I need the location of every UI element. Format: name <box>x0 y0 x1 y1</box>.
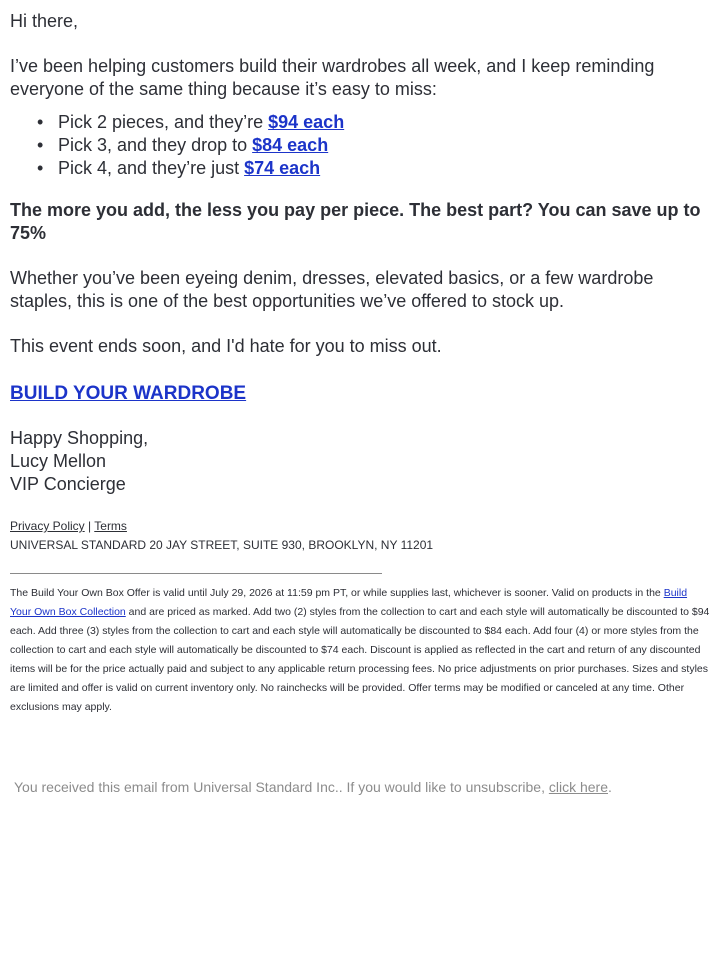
list-item <box>37 157 710 180</box>
legal-text: The Build Your Own Box Offer is valid until July 29, 2026 at 11:59 pm PT, or while supplies last, whichever is sooner. Valid on products in the <box>10 587 664 599</box>
styles-paragraph: Whether you’ve been eyeing denim, dresses, elevated basics, or a few wardrobe staples, this is one of the best opportunities we’ve offered to stock up. <box>10 268 654 311</box>
unsubscribe-text: You received this email from Universal Standard Inc.. If you would like to unsubscribe, <box>14 779 549 795</box>
list-item <box>37 111 710 134</box>
price-link-74[interactable]: $74 each <box>244 158 321 178</box>
build-your-own-box-collection-link[interactable]: Build Your Own Box Collection <box>10 587 688 618</box>
email-body <box>10 0 710 717</box>
highlight-paragraph: The more you add, the less you pay per piece. The best part? You can save up to 75% <box>10 200 701 243</box>
urgency-paragraph: This event ends soon, and I'd hate for you to miss out. <box>10 336 442 356</box>
unsubscribe-period: . <box>608 779 612 795</box>
company-address: UNIVERSAL STANDARD 20 JAY STREET, SUITE 930, BROOKLYN, NY 11201 <box>10 538 434 552</box>
price-link-84[interactable]: $84 each <box>252 135 329 155</box>
privacy-policy-link[interactable]: Privacy Policy <box>10 519 85 533</box>
signature <box>10 427 710 496</box>
unsubscribe-notice <box>14 778 612 796</box>
build-your-wardrobe-link[interactable]: BUILD YOUR WARDROBE <box>10 383 247 404</box>
price-link-94[interactable]: $94 each <box>268 112 345 132</box>
intro-paragraph: I’ve been helping customers build their wardrobes all week, and I keep reminding everyone of the same thing because it’s easy to miss: <box>10 56 655 99</box>
list-item <box>37 134 710 157</box>
footer-separator: | <box>84 519 95 533</box>
footer <box>10 517 710 555</box>
legal-disclaimer <box>10 584 710 717</box>
greeting: Hi there, <box>10 11 79 31</box>
legal-text: and are priced as marked. Add two (2) styles from the collection to cart and each style will automatically be discounted to $94 each. Add three (3) styles from the collection to cart and each style will automatically be discounted to $84 each. Add four (4) or more styles from the collection to cart and each style will automatically be discounted to $74 each. Discount is applied as reflected in the cart and return of any discounted items will be for the price actually paid and subject to any applicable return processing fees. No price adjustments on prior purchases. Sizes and styles are limited and offer is valid on current inventory only. No rainchecks will be provided. Offer terms may be modified or canceled at any time. Other exclusions may apply. <box>10 606 710 713</box>
sender-name: Lucy Mellon <box>10 451 107 471</box>
tier-text: Pick 2 pieces, and they’re <box>58 112 269 132</box>
tier-text: Pick 3, and they drop to <box>58 135 253 155</box>
divider <box>10 573 382 574</box>
unsubscribe-link[interactable]: click here <box>548 779 608 795</box>
sender-title: VIP Concierge <box>10 474 126 494</box>
signoff: Happy Shopping, <box>10 428 149 448</box>
terms-link[interactable]: Terms <box>94 519 127 533</box>
pricing-tier-list <box>10 111 710 180</box>
tier-text: Pick 4, and they’re just <box>58 158 245 178</box>
footer-links <box>10 517 710 536</box>
